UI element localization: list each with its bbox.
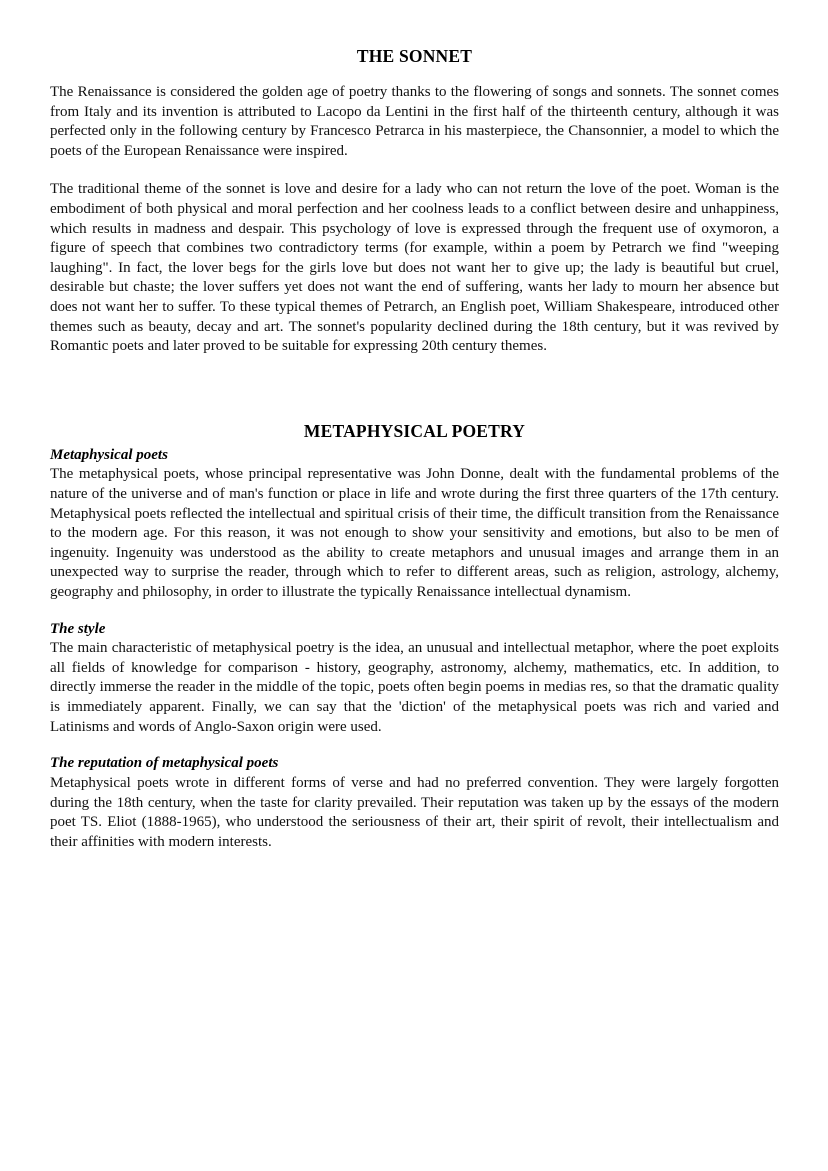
subsection-spacer [50,737,779,754]
subsection-heading-reputation: The reputation of metaphysical poets [50,755,279,772]
paragraph-the-style-1: The main characteristic of metaphysical poetry is the idea, an unusual and intellectual metaphor, where the poet exploits all fields of knowledge for comparison - history, geography, astronomy, alchemy, mathematics, etc. In addition, to directly immerse the reader in the middle of the topic, poets often begin poems in medias res, so that the dramatic quality is immediately apparent. Finally, we can say that the 'diction' of the metaphysical poets was rich and varied and Latinisms and words of Anglo-Saxon origin were used. [50,640,779,735]
paragraph-spacer [50,161,779,180]
paragraph-metaphysical-poets-1: The metaphysical poets, whose principal representative was John Donne, dealt with the fundamental problems of the nature of the universe and of man's function or place in life and wrote during the first three quarters of the 17th century. Metaphysical poets reflected the intellectual and spiritual crisis of their time, the difficult transition from the Renaissance to the modern age. For this reason, it was not enough to show your sensitivity and emotions, but also to be men of ingenuity. Ingenuity was understood as the ability to create metaphors and unusual images and arrange them in an unexpected way to surprise the reader, through which to refer to different areas, such as religion, astrology, alchemy, geography and philosophy, in order to illustrate the typically Renaissance intellectual dynamism. [50,466,779,600]
section-heading-metaphysical-poetry: METAPHYSICAL POETRY [303,420,526,441]
page-title: THE SONNET [356,46,473,66]
paragraph-sonnet-1: The Renaissance is considered the golden age of poetry thanks to the flowering of songs and sonnets. The sonnet comes from Italy and its invention is attributed to Lacopo da Lentini in the first half of the thirteenth century, although it was perfected only in the following century by Francesco Petrarca in his masterpiece, the Chansonnier, a model to which the poets of the European Renaissance were inspired. [50,84,779,159]
subsection-heading-metaphysical-poets: Metaphysical poets [50,446,168,463]
section-spacer [50,357,779,421]
subsection-heading-the-style: The style [50,620,106,637]
paragraph-sonnet-2: The traditional theme of the sonnet is love and desire for a lady who can not return the love of the poet. Woman is the embodiment of both physical and moral perfection and her coolness leads to a conflict between desire and unhappiness, which results in madness and despair. This psychology of love is expressed through the frequent use of oxymoron, a figure of speech that combines two contradictory terms (for example, within a poem by Petrarch we find "weeping laughing". In fact, the lover begs for the girls love but does not want her to give up; the lady is beautiful but cruel, desirable but chaste; the lover suffers yet does not want the end of suffering, wants her lady to mourn her absence but does not want her to suffer. To these typical themes of Petrarch, an English poet, William Shakespeare, introduced other themes such as beauty, decay and art. The sonnet's popularity declined during the 18th century, but it was revived by Romantic poets and later proved to be suitable for expressing 20th century themes. [50,181,779,355]
document-body [50,46,779,852]
subsection-spacer [50,603,779,620]
paragraph-reputation-1: Metaphysical poets wrote in different forms of verse and had no preferred convention. They were largely forgotten during the 18th century, when the taste for clarity prevailed. Their reputation was taken up by the essays of the modern poet TS. Eliot (1888-1965), who understood the seriousness of their art, their spirit of revolt, their intellectualism and their affinities with modern interests. [50,774,779,850]
